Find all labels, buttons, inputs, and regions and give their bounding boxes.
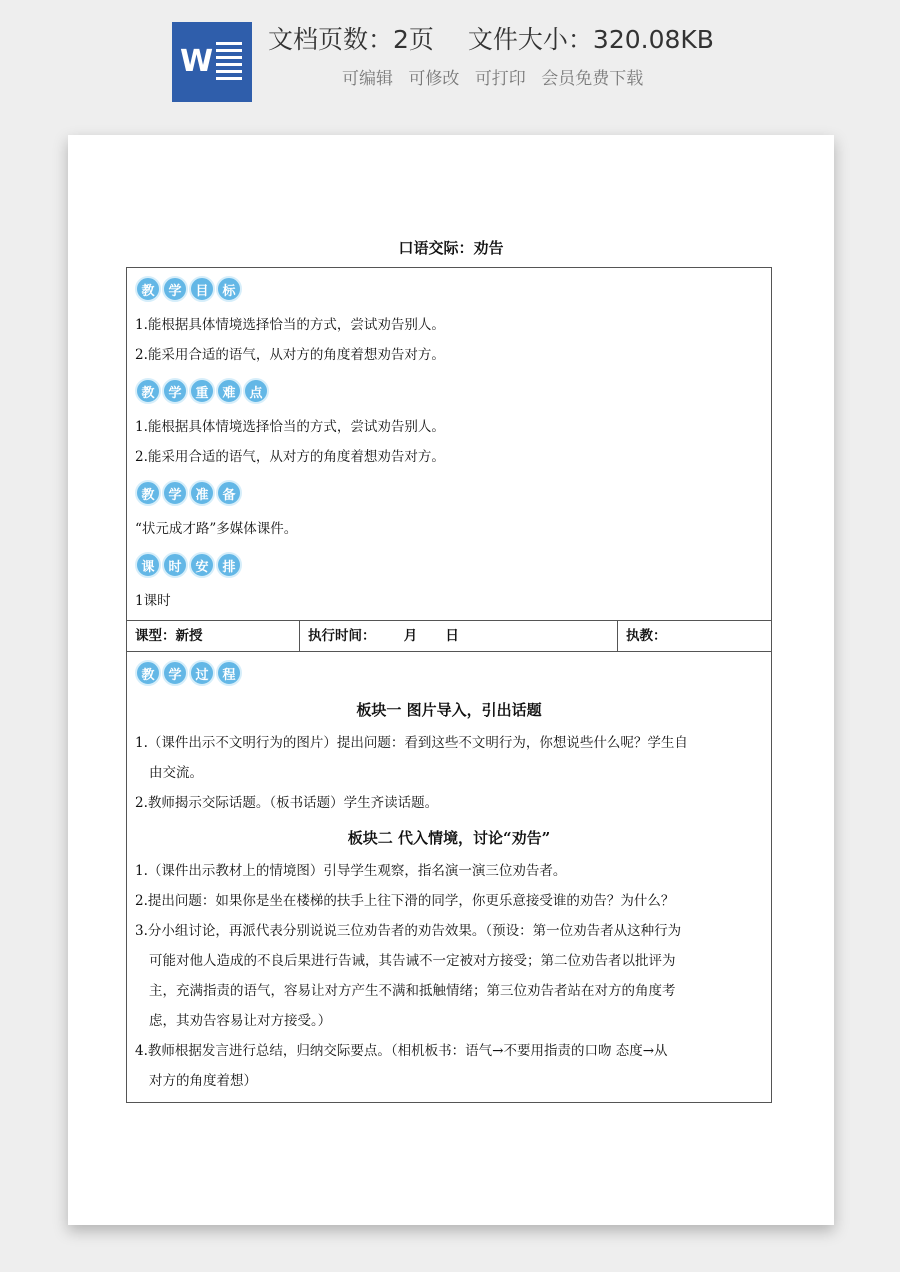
section-key-points bbox=[127, 370, 771, 472]
lesson-plan-table bbox=[126, 267, 772, 1103]
heading-char: 重 bbox=[189, 378, 215, 404]
item-line: 主，充满指责的语气，容易让对方产生不满和抵触情绪；第三位劝告者站在对方的角度考 bbox=[149, 983, 676, 999]
heading-char: 学 bbox=[162, 276, 188, 302]
item-line: 2.提出问题：如果你是坐在楼梯的扶手上往下滑的同学，你更乐意接受谁的劝告？为什么？ bbox=[135, 893, 675, 909]
feature-modifiable: 可修改 bbox=[408, 69, 460, 89]
lesson-type: 课型：新授 bbox=[127, 621, 300, 651]
heading-char: 安 bbox=[189, 552, 215, 578]
list-item bbox=[135, 728, 763, 788]
text-line: 1课时 bbox=[135, 593, 171, 609]
section-heading bbox=[135, 480, 763, 506]
section-heading bbox=[135, 552, 763, 578]
heading-char: 点 bbox=[243, 378, 269, 404]
heading-char: 教 bbox=[135, 660, 161, 686]
file-size: 文件大小：320.08KB bbox=[467, 25, 714, 54]
text-line: 2.能采用合适的语气，从对方的角度着想劝告对方。 bbox=[135, 347, 445, 363]
file-info-header bbox=[0, 0, 900, 120]
heading-char: 准 bbox=[189, 480, 215, 506]
heading-char: 学 bbox=[162, 378, 188, 404]
feature-member-download: 会员免费下载 bbox=[541, 69, 644, 89]
logo-lines bbox=[216, 42, 242, 84]
feature-printable: 可打印 bbox=[474, 69, 526, 89]
heading-char: 教 bbox=[135, 378, 161, 404]
execution-time: 执行时间： 月 日 bbox=[300, 621, 618, 651]
block-title: 板块二 代入情境，讨论“劝告” bbox=[347, 829, 551, 847]
item-line: 2.教师揭示交际话题。（板书话题）学生齐读话题。 bbox=[135, 795, 439, 811]
heading-char: 学 bbox=[162, 660, 188, 686]
section-preparation bbox=[127, 472, 771, 544]
block-title: 板块一 图片导入，引出话题 bbox=[356, 701, 542, 719]
heading-char: 排 bbox=[216, 552, 242, 578]
section-schedule bbox=[127, 544, 771, 620]
section-process bbox=[127, 652, 771, 1102]
heading-char: 教 bbox=[135, 276, 161, 302]
heading-char: 过 bbox=[189, 660, 215, 686]
heading-char: 学 bbox=[162, 480, 188, 506]
heading-char: 标 bbox=[216, 276, 242, 302]
document-title: 口语交际：劝告 bbox=[398, 239, 504, 257]
item-line: 3.分小组讨论，再派代表分别说说三位劝告者的劝告效果。（预设：第一位劝告者从这种行为 bbox=[135, 923, 682, 939]
item-line: 虑，其劝告容易让对方接受。） bbox=[149, 1013, 332, 1029]
feature-list bbox=[342, 64, 653, 94]
item-line: 1.（课件出示教材上的情境图）引导学生观察，指名演一演三位劝告者。 bbox=[135, 863, 567, 879]
word-document-icon bbox=[172, 22, 252, 102]
heading-char: 程 bbox=[216, 660, 242, 686]
heading-char: 备 bbox=[216, 480, 242, 506]
heading-char: 时 bbox=[162, 552, 188, 578]
item-line: 1.（课件出示不文明行为的图片）提出问题：看到这些不文明行为，你想说些什么呢？学生自 bbox=[135, 735, 688, 751]
heading-char: 课 bbox=[135, 552, 161, 578]
file-info-line bbox=[268, 20, 714, 60]
section-heading bbox=[135, 660, 763, 686]
heading-char: 目 bbox=[189, 276, 215, 302]
item-line: 对方的角度着想） bbox=[149, 1073, 257, 1089]
list-item bbox=[135, 856, 763, 886]
feature-editable: 可编辑 bbox=[342, 69, 393, 89]
item-line: 可能对他人造成的不良后果进行告诫，其告诫不一定被对方接受；第二位劝告者以批评为 bbox=[149, 953, 676, 969]
list-item bbox=[135, 788, 763, 818]
list-item bbox=[135, 916, 763, 1036]
text-line: 1.能根据具体情境选择恰当的方式，尝试劝告别人。 bbox=[135, 419, 445, 435]
lesson-info-row bbox=[127, 620, 771, 652]
list-item bbox=[135, 1036, 763, 1096]
section-heading bbox=[135, 276, 763, 302]
section-heading bbox=[135, 378, 763, 404]
text-line: 1.能根据具体情境选择恰当的方式，尝试劝告别人。 bbox=[135, 317, 445, 333]
logo-letter: W bbox=[180, 44, 214, 79]
item-line: 4.教师根据发言进行总结，归纳交际要点。（相机板书：语气→不要用指责的口吻 态度→从 bbox=[135, 1043, 668, 1059]
heading-char: 难 bbox=[216, 378, 242, 404]
document-page bbox=[68, 135, 834, 1225]
section-objectives bbox=[127, 268, 771, 370]
teacher: 执教： bbox=[626, 628, 667, 644]
text-line: “状元成才路”多媒体课件。 bbox=[135, 521, 298, 537]
heading-char: 教 bbox=[135, 480, 161, 506]
text-line: 2.能采用合适的语气，从对方的角度着想劝告对方。 bbox=[135, 449, 445, 465]
list-item bbox=[135, 886, 763, 916]
page-count: 文档页数：2页 bbox=[268, 25, 434, 54]
item-line: 由交流。 bbox=[149, 765, 203, 781]
